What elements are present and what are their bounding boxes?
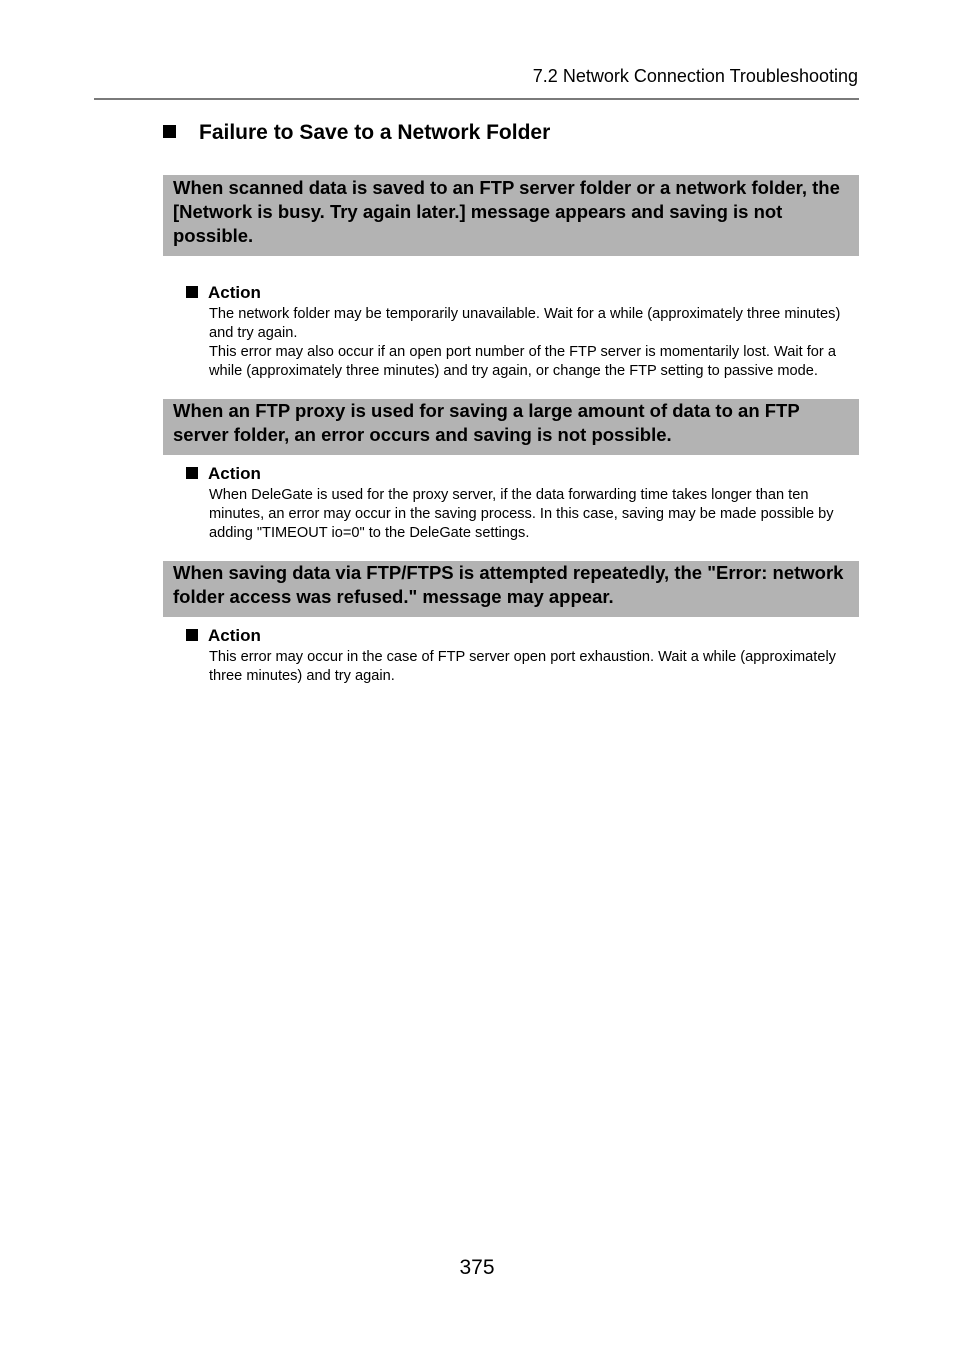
square-bullet-icon [186, 286, 198, 298]
square-bullet-icon [186, 629, 198, 641]
action-label: Action [208, 626, 261, 645]
issue-box-access-refused: When saving data via FTP/FTPS is attempted repeatedly, the "Error: network folder access was refused." message may appear. [163, 561, 859, 617]
action-heading [186, 283, 261, 303]
action-paragraph: The network folder may be temporarily unavailable. Wait for a while (approximately three minutes) and try again. [209, 306, 841, 341]
action-heading [186, 626, 261, 646]
section-title: Failure to Save to a Network Folder [199, 121, 551, 144]
page-number: 375 [459, 1256, 495, 1279]
issue-box-network-busy: When scanned data is saved to an FTP server folder or a network folder, the [Network is busy. Try again later.] message appears and saving is not possible. [163, 175, 859, 256]
header-divider [94, 98, 859, 100]
square-bullet-icon [186, 467, 198, 479]
action-label: Action [208, 464, 261, 483]
action-label: Action [208, 283, 261, 302]
action-paragraph: This error may occur in the case of FTP server open port exhaustion. Wait a while (approximately three minutes) and try again. [209, 649, 836, 684]
action-body [209, 305, 859, 381]
action-paragraph: When DeleGate is used for the proxy server, if the data forwarding time takes longer than ten minutes, an error may occur in the saving process. In this case, saving may be made possible by adding "TIMEOUT io=0" to the DeleGate settings. [209, 487, 834, 541]
action-body [209, 648, 859, 686]
running-header: 7.2 Network Connection Troubleshooting [532, 66, 858, 86]
action-paragraph: This error may also occur if an open port number of the FTP server is momentarily lost. Wait for a while (approximately three minutes) and try again, or change the FTP setting to passive mode. [209, 344, 836, 379]
issue-box-ftp-proxy: When an FTP proxy is used for saving a large amount of data to an FTP server folder, an error occurs and saving is not possible. [163, 399, 859, 455]
action-body [209, 486, 859, 543]
action-heading [186, 464, 261, 484]
square-bullet-icon [163, 125, 176, 138]
section-heading [163, 120, 550, 146]
